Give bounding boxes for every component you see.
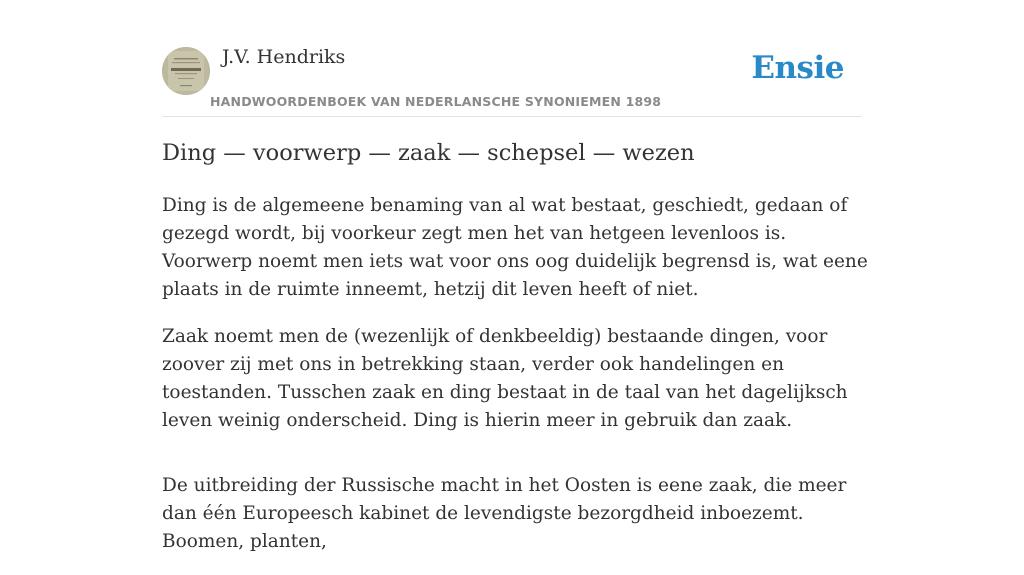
brand-logo[interactable]: Ensie: [751, 50, 844, 86]
paragraph-3: De uitbreiding der Russische macht in het Oosten is eene zaak, die meer dan één Europeesch kabinet de levendigste bezorgdheid inboezemt. Boomen, planten,: [162, 475, 847, 552]
page: [162, 0, 868, 552]
avatar[interactable]: [162, 47, 210, 95]
book-cover-icon: [162, 47, 210, 95]
source-title[interactable]: HANDWOORDENBOEK VAN NEDERLANSCHE SYNONIEMEN 1898: [210, 94, 662, 109]
paragraph-1: Ding is de algemeene benaming van al wat bestaat, geschiedt, gedaan of gezegd wordt, bij voorkeur zegt men het van hetgeen levenloos is. Voorwerp noemt men iets wat voor ons oog duidelijk begrensd is, wat eene plaats in de ruimte inneemt, hetzij dit leven heeft of niet.: [162, 195, 868, 300]
header: [162, 0, 862, 117]
article-body: [162, 192, 872, 575]
author-name[interactable]: J.V. Hendriks: [222, 46, 346, 68]
paragraph-2: Zaak noemt men de (wezenlijk of denkbeeldig) bestaande dingen, voor zoover zij met ons in betrekking staan, verder ook handelingen en toestanden. Tusschen zaak en ding bestaat in de taal van het dagelijksch leven weinig onderscheid. Ding is hierin meer in gebruik dan zaak.: [162, 326, 848, 431]
page-title: Ding — voorwerp — zaak — schepsel — wezen: [162, 140, 695, 166]
